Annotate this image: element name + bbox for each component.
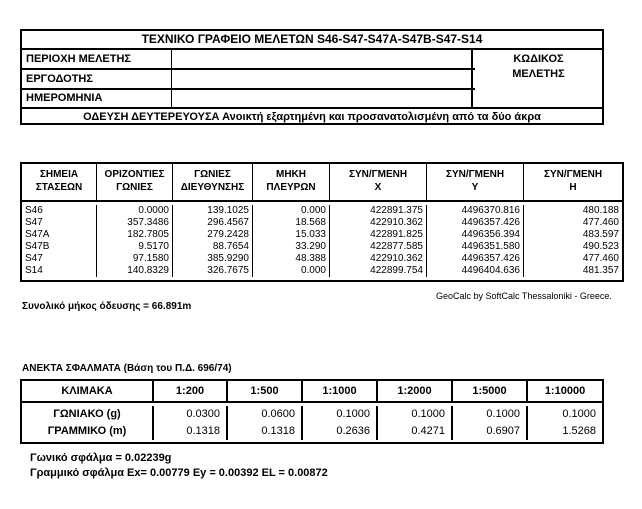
tolerances-cell: 0.2636	[303, 423, 378, 440]
tolerances-cell: 0.1318	[228, 423, 303, 440]
table-cell: 385.9290	[173, 253, 253, 265]
table-cell: 0.000	[253, 205, 330, 217]
tolerances-cell: 0.0300	[154, 406, 228, 423]
table-cell: 422899.754	[330, 265, 427, 277]
col-header-coord-y	[427, 164, 524, 200]
table-cell: 139.1025	[173, 205, 253, 217]
office-title: ΤΕΧΝΙΚΟ ΓΡΑΦΕΙΟ ΜΕΛΕΤΩΝ S46-S47-S47A-S47B-S47-S14	[22, 31, 602, 50]
tolerances-cell: 0.1000	[453, 406, 528, 423]
col-header-line: ΠΛΕΥΡΩΝ	[266, 182, 316, 193]
table-row	[22, 217, 622, 229]
col-header-line: H	[569, 182, 577, 193]
table-cell: S47	[22, 217, 97, 229]
table-cell: 422877.585	[330, 241, 427, 253]
tolerances-cell: 0.1000	[378, 406, 453, 423]
table-cell: 9.5170	[97, 241, 173, 253]
table-cell: 326.7675	[173, 265, 253, 277]
col-header-coord-h	[524, 164, 622, 200]
study-code-line1: ΚΩΔΙΚΟΣ	[513, 53, 564, 65]
table-cell: 483.597	[582, 229, 619, 240]
table-cell: 15.033	[253, 229, 330, 241]
table-rows	[22, 205, 622, 277]
table-cell: 88.7654	[173, 241, 253, 253]
table-cell: 4496357.426	[427, 253, 524, 265]
table-cell: 422891.825	[330, 229, 427, 241]
col-header-line: ΓΩΝΙΕΣ	[116, 182, 153, 193]
table-cell: 477.460	[582, 217, 619, 228]
table-cell: 4496351.580	[427, 241, 524, 253]
table-cell: S47	[22, 253, 97, 265]
table-cell: 296.4567	[173, 217, 253, 229]
errors-summary	[30, 451, 328, 481]
table-cell: 477.460	[582, 253, 619, 264]
col-header-line: ΣΗΜΕΙΑ	[39, 169, 79, 180]
field-value-study-area[interactable]	[173, 50, 473, 68]
col-header-line: Y	[471, 182, 479, 193]
table-cell: 97.1580	[97, 253, 173, 265]
tolerances-row	[22, 406, 602, 423]
table-cell: 18.568	[253, 217, 330, 229]
table-cell: 4496404.636	[427, 265, 524, 277]
field-label-study-area: ΠΕΡΙΟΧΗ ΜΕΛΕΤΗΣ	[22, 50, 172, 68]
table-cell: 279.2428	[173, 229, 253, 241]
col-header-stations	[22, 164, 97, 200]
table-cell: 4496370.816	[427, 205, 524, 217]
table-body	[22, 202, 622, 280]
tolerances-cell: 0.6907	[453, 423, 528, 440]
col-header-line: ΣΥΝ/ΓΜΕΝΗ	[348, 169, 408, 180]
table-cell: 140.8329	[97, 265, 173, 277]
table-cell: S47B	[22, 241, 97, 253]
tolerances-cell: 0.4271	[378, 423, 453, 440]
table-row	[22, 253, 622, 265]
table-row	[22, 205, 622, 217]
angular-error: Γωνικό σφάλμα = 0.02239g	[30, 452, 172, 464]
tolerances-rows	[22, 403, 602, 442]
col-header-horizontal-angles	[97, 164, 173, 200]
col-header-side-lengths	[253, 164, 330, 200]
tolerances-cell: ΓΡΑΜΜΙΚΟ (m)	[22, 423, 154, 440]
col-header-line: ΣΥΝ/ΓΜΕΝΗ	[543, 169, 603, 180]
linear-error: Γραμμικό σφάλμα Ex= 0.00779 Ey = 0.00392 EL = 0.00872	[30, 467, 328, 479]
tolerances-cell: ΓΩΝΙΑΚΟ (g)	[22, 406, 154, 423]
table-cell: 0.000	[253, 265, 330, 277]
table-cell: 422910.362	[330, 217, 427, 229]
col-header-line: ΓΩΝΙΕΣ	[194, 169, 231, 180]
tolerances-col-header: 1:1000	[303, 381, 378, 401]
study-code-label	[475, 50, 602, 82]
tolerances-header-row	[22, 381, 602, 403]
traverse-table	[20, 162, 624, 282]
total-length: Συνολικό μήκος όδευσης = 66.891m	[22, 301, 192, 312]
col-header-direction-angles	[173, 164, 253, 200]
table-cell: 480.188	[582, 205, 619, 216]
table-cell: 490.523	[582, 241, 619, 252]
table-cell: S46	[22, 205, 97, 217]
tolerances-cell: 0.1000	[562, 408, 596, 420]
field-label-client: ΕΡΓΟΔΟΤΗΣ	[22, 70, 172, 88]
software-credit: GeoCalc by SoftCalc Thessaloniki - Greece.	[436, 291, 612, 301]
table-cell: 4496357.426	[427, 217, 524, 229]
table-cell: 481.357	[582, 265, 619, 276]
table-cell: 357.3486	[97, 217, 173, 229]
project-header	[20, 29, 604, 125]
field-value-client[interactable]	[173, 70, 473, 88]
tolerances-row	[22, 423, 602, 440]
col-header-line: ΟΡΙΖΟΝΤΙΕΣ	[104, 169, 165, 180]
tolerances-col-header: 1:200	[154, 381, 228, 401]
tolerances-cell: 1.5268	[562, 425, 596, 437]
col-header-line: ΔΙΕΥΘΥΝΣΗΣ	[180, 182, 245, 193]
col-header-line: X	[374, 182, 382, 193]
table-cell: 33.290	[253, 241, 330, 253]
col-header-line: ΣΥΝ/ΓΜΕΝΗ	[445, 169, 505, 180]
table-header-row	[22, 164, 622, 202]
tolerances-heading: ΑΝΕΚΤΑ ΣΦΑΛΜΑΤΑ (Βάση του Π.Δ. 696/74)	[22, 363, 232, 374]
col-header-line: ΣΤΑΣΕΩΝ	[35, 182, 83, 193]
tolerances-cell: 0.1318	[154, 423, 228, 440]
table-cell: S14	[22, 265, 97, 277]
field-label-date: ΗΜΕΡΟΜΗΝΙΑ	[22, 89, 172, 107]
table-cell: 422891.375	[330, 205, 427, 217]
table-row	[22, 229, 622, 241]
tolerances-col-header: 1:10000	[544, 385, 586, 397]
tolerances-col-header: ΚΛΙΜΑΚΑ	[22, 381, 154, 401]
study-code-line2: ΜΕΛΕΤΗΣ	[512, 68, 565, 80]
table-cell: 182.7805	[97, 229, 173, 241]
tolerances-col-header: 1:5000	[453, 381, 528, 401]
tolerances-table	[20, 379, 604, 444]
col-header-line: ΜΗΚΗ	[276, 169, 306, 180]
traverse-description: ΟΔΕΥΣΗ ΔΕΥΤΕΡΕΥΟΥΣΑ Ανοικτή εξαρτημένη και προσανατολισμένη από τα δύο άκρα	[22, 107, 602, 125]
table-cell: 422910.362	[330, 253, 427, 265]
col-header-coord-x	[330, 164, 427, 200]
table-cell: 0.0000	[97, 205, 173, 217]
table-cell: 48.388	[253, 253, 330, 265]
tolerances-cell: 0.0600	[228, 406, 303, 423]
table-row	[22, 265, 622, 277]
table-cell: 4496356.394	[427, 229, 524, 241]
tolerances-col-header: 1:500	[228, 381, 303, 401]
tolerances-cell: 0.1000	[303, 406, 378, 423]
table-row	[22, 241, 622, 253]
table-cell: S47A	[22, 229, 97, 241]
field-value-date[interactable]	[173, 89, 473, 107]
tolerances-col-header: 1:2000	[378, 381, 453, 401]
